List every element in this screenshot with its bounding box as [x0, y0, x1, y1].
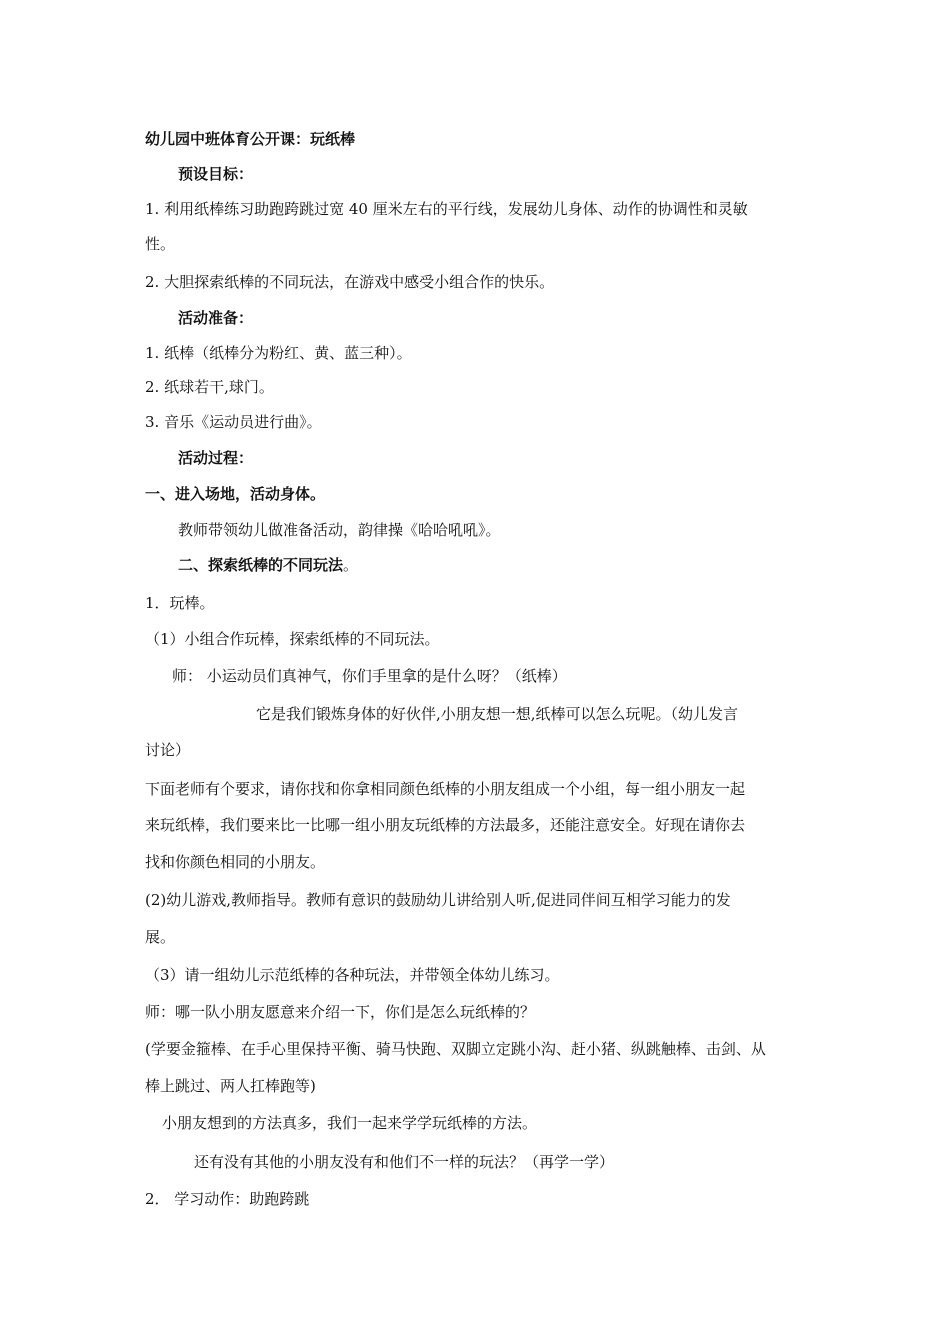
process-heading: 活动过程： [178, 449, 254, 467]
paragraph-2: 小朋友想到的方法真多，我们一起来学学玩纸棒的方法。 [162, 1114, 538, 1132]
teacher-line-2a: 它是我们锻炼身体的好伙伴,小朋友想一想,纸棒可以怎么玩呢。（幼儿发言 [256, 705, 739, 723]
goal-1-line-2: 性。 [145, 235, 176, 253]
section-1-text: 教师带领幼儿做准备活动，韵律操《哈哈吼吼》。 [178, 521, 501, 539]
sub-item-2-line-2: 展。 [145, 928, 176, 946]
document-title: 幼儿园中班体育公开课：玩纸棒 [145, 130, 356, 148]
sub-item-3: （3）请一组幼儿示范纸棒的各种玩法，并带领全体幼儿练习。 [145, 966, 560, 984]
goals-heading: 预设目标： [178, 165, 254, 183]
teacher-line-1: 师： 小运动员们真神气，你们手里拿的是什么呀？（纸棒） [172, 667, 567, 685]
prep-item-2: 2. 纸球若干,球门。 [145, 378, 274, 396]
teacher-line-3: 师：哪一队小朋友愿意来介绍一下，你们是怎么玩纸棒的？ [145, 1003, 536, 1021]
methods-list-line-2: 棒上跳过、两人扛棒跑等) [145, 1077, 316, 1095]
paragraph-1-line-3: 找和你颜色相同的小朋友。 [145, 853, 326, 871]
teacher-line-2b: 讨论） [145, 741, 191, 759]
sub-item-2-line-1: (2)幼儿游戏,教师指导。教师有意识的鼓励幼儿讲给别人听,促进同伴间互相学习能力的发 [145, 891, 731, 909]
item-1: 1．玩棒。 [145, 594, 215, 612]
section-2-heading-bold: 二、探索纸棒的不同玩法 [178, 556, 344, 574]
section-2-heading-tail: 。 [343, 556, 359, 574]
methods-list-line-1: (学要金箍棒、在手心里保持平衡、骑马快跑、双脚立定跳小沟、赶小猪、纵跳触棒、击剑、从 [145, 1040, 766, 1058]
goal-2: 2. 大胆探索纸棒的不同玩法，在游戏中感受小组合作的快乐。 [145, 273, 555, 291]
section-1-heading: 一、进入场地，活动身体。 [145, 485, 326, 503]
paragraph-1-line-2: 来玩纸棒，我们要来比一比哪一组小朋友玩纸棒的方法最多，还能注意安全。好现在请你去 [145, 816, 746, 834]
item-2: 2． 学习动作：助跑跨跳 [145, 1190, 310, 1208]
prep-heading: 活动准备： [178, 309, 254, 327]
paragraph-1-line-1: 下面老师有个要求，请你找和你拿相同颜色纸棒的小朋友组成一个小组，每一组小朋友一起 [145, 780, 746, 798]
sub-item-1: （1）小组合作玩棒，探索纸棒的不同玩法。 [145, 630, 440, 648]
section-2-heading [178, 555, 358, 575]
prep-item-1: 1. 纸棒（纸棒分为粉红、黄、蓝三种）。 [145, 344, 412, 362]
paragraph-3: 还有没有其他的小朋友没有和他们不一样的玩法？（再学一学） [194, 1153, 615, 1171]
prep-item-3: 3. 音乐《运动员进行曲》。 [145, 413, 322, 431]
goal-1-line-1: 1. 利用纸棒练习助跑跨跳过宽 40 厘米左右的平行线，发展幼儿身体、动作的协调性和灵敏 [145, 200, 748, 218]
